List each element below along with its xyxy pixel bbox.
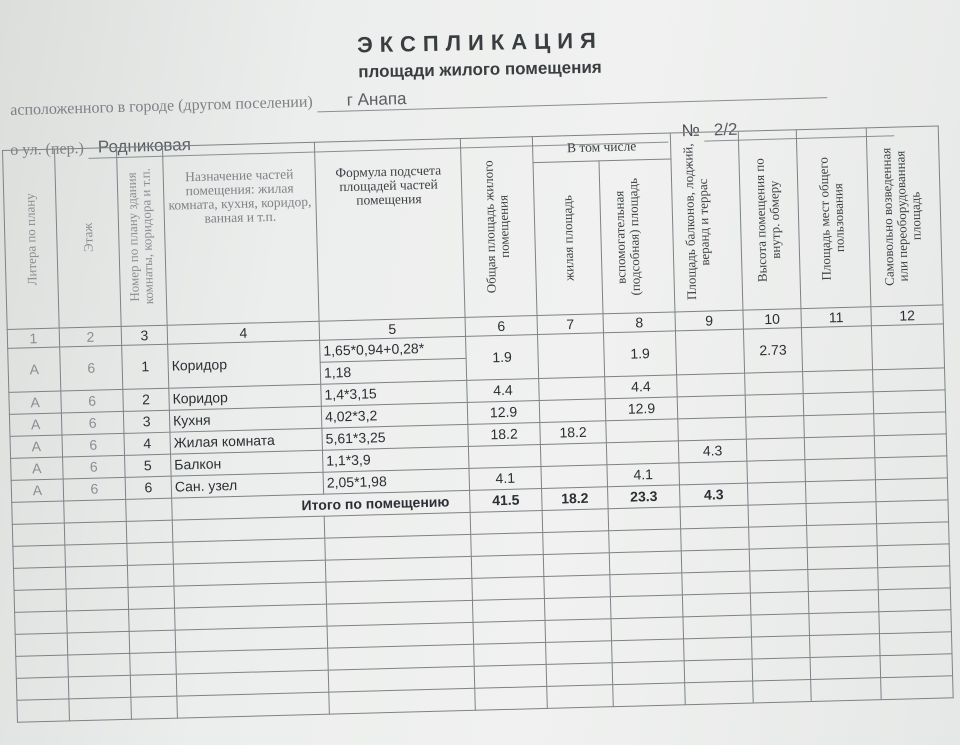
location-value: г Анапа: [316, 77, 826, 112]
number-label: №: [681, 120, 701, 141]
table-row-continuation: 1,18: [8, 346, 944, 392]
header-in-total: В том числе: [532, 133, 671, 163]
totals-aux: 23.3: [608, 485, 681, 509]
header-room-number: Номер по плану здания комнаты, коридора и т.п.: [116, 146, 167, 326]
number-value: 2/2: [704, 115, 895, 141]
header-common-area: Площадь мест общего пользования: [796, 128, 871, 309]
location-label: асположенного в городе (другом поселении): [10, 93, 313, 119]
header-height: Высота помещения по внутр. обмеру: [738, 130, 801, 310]
table-row: А 6 3 Кухня 4,02*3,2 12.9 12.9: [9, 390, 945, 436]
totals-total: 41.5: [470, 488, 543, 512]
header-illegal-area: Самовольно возведенная или переоборудованная площадь: [866, 126, 943, 307]
table-row: А 6 5 Балкон 1,1*3,9 4.3: [11, 434, 947, 480]
totals-label: Итого по помещению: [172, 490, 470, 520]
header-living-area: жилая площадь: [533, 161, 603, 315]
header-floor: Этаж: [54, 148, 121, 329]
table-row: А 6 2 Коридор 1,4*3,15 4.4 4.4: [9, 368, 945, 414]
street-label: о ул. (пер.): [10, 139, 85, 159]
header-balcony: Площадь балконов, лоджий, веранд и террас: [670, 131, 743, 312]
explication-table: [2, 125, 953, 722]
header-aux-area: вспомогательная (подсобная) площадь: [599, 159, 675, 314]
header-purpose: Назначение частей помещения: жилая комната, кухня, коридор, ванная и т.п.: [162, 142, 319, 325]
table-row: А 6 6 Сан. узел 2,05*1,98 4.1 4.1: [11, 456, 947, 502]
header-litera: Литера по плану: [3, 149, 60, 329]
document-subtitle: площади жилого помещения: [358, 57, 602, 82]
table-row: А 6 1 Коридор 1,65*0,94+0,28* 1.9 1.9 2.73: [8, 324, 944, 370]
document-title: ЭКСПЛИКАЦИЯ: [356, 27, 604, 58]
column-number-row: 1 2 3 4 5 6 7 8 9 10 11 12: [7, 305, 943, 348]
header-total-area: Общая площадь жилого помещения: [460, 137, 537, 318]
totals-balcony: 4.3: [679, 483, 748, 507]
totals-living: 18.2: [542, 487, 609, 511]
street-value: Родниковая: [88, 122, 668, 159]
header-formula: Формула подсчета площадей частей помещения: [314, 138, 465, 321]
table-row: А 6 4 Жилая комната 5,61*3,25 18.2 18.2: [10, 412, 946, 458]
